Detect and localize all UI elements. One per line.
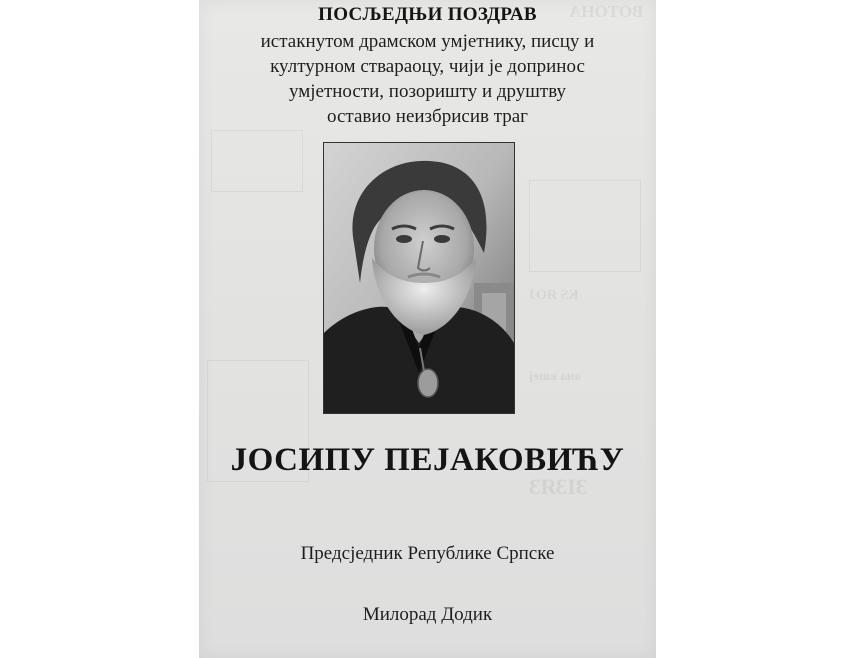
dedication-line: умјетности, позоришту и друштву: [288, 81, 567, 102]
portrait-photo: [323, 142, 515, 414]
portrait-illustration: [324, 143, 514, 413]
memorial-notice-page: [199, 0, 656, 658]
dedication-line: оставио неизбрисив траг: [327, 106, 528, 127]
bleed-through-texture: [529, 180, 641, 272]
bleed-through-texture: ВОТОНА: [569, 2, 644, 21]
dedication-text: [199, 29, 656, 129]
sender-name: Милорад Додик: [362, 604, 493, 625]
deceased-name: ЈОСИПУ ПЕЈАКОВИЋУ: [230, 442, 625, 478]
bleed-through-texture: ЗІЗЯЗ: [529, 474, 588, 499]
sender-role: Предсједник Републике Српске: [300, 543, 555, 564]
bleed-through-texture: КЅ ЯОЈ: [529, 288, 579, 303]
dedication-line: културном ствараоцу, чији је допринос: [270, 56, 585, 77]
bleed-through-texture: ана вшеј: [529, 368, 581, 383]
notice-title: ПОСЉЕДЊИ ПОЗДРАВ: [318, 4, 537, 25]
dedication-line: истакнутом драмском умјетнику, писцу и: [260, 31, 595, 52]
bleed-through-texture: [211, 130, 303, 192]
